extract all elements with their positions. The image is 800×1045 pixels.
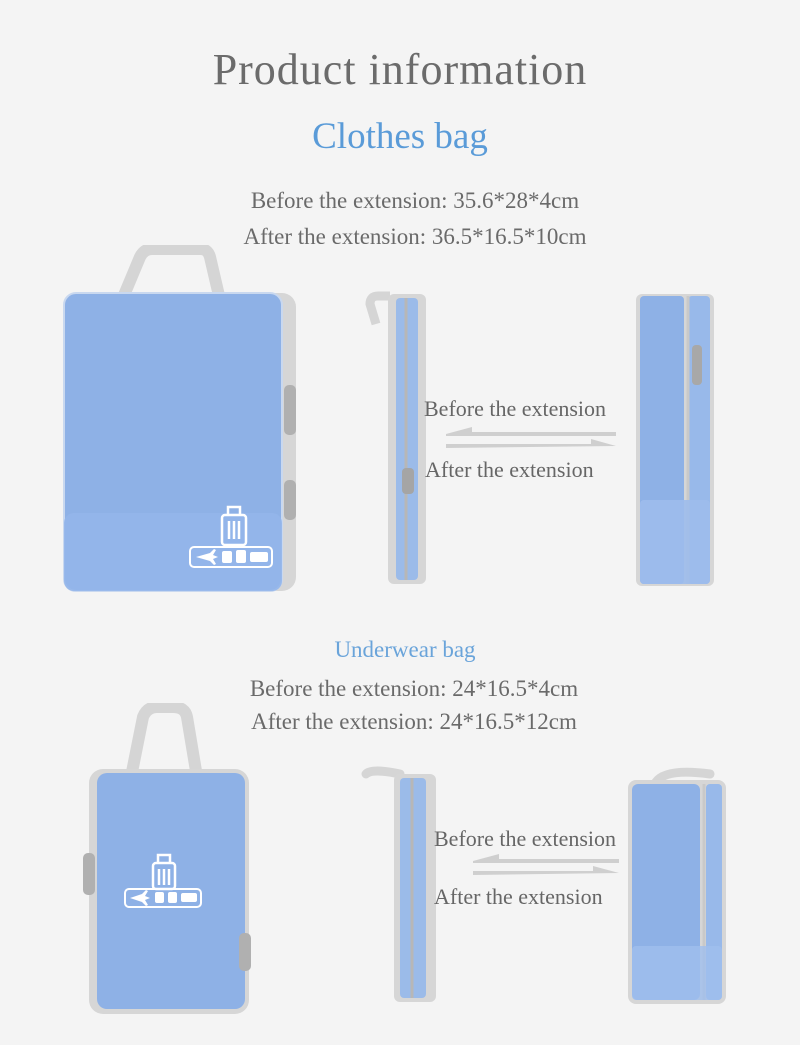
underwear-label-after: After the extension bbox=[434, 884, 603, 909]
underwear-bag-expanded-side bbox=[626, 766, 730, 1006]
underwear-bag-before-size: Before the extension: 24*16.5*4cm bbox=[249, 676, 579, 701]
clothes-bag-title: Clothes bag bbox=[312, 116, 488, 157]
underwear-label-before: Before the extension bbox=[434, 826, 617, 851]
clothes-bag-before-size: Before the extension: 35.6*28*4cm bbox=[250, 188, 580, 213]
underwear-bag-compressed-side bbox=[360, 764, 440, 1004]
bus-icon bbox=[250, 552, 268, 562]
clothes-bag-front-image bbox=[60, 245, 310, 595]
clothes-label-after: After the extension bbox=[425, 457, 594, 482]
double-arrow-icon bbox=[444, 426, 619, 454]
double-arrow-icon bbox=[471, 853, 621, 883]
underwear-bag-front-image bbox=[75, 703, 265, 1018]
page-title: Product information bbox=[212, 45, 588, 94]
tram-icon bbox=[236, 550, 246, 563]
clothes-bag-expanded-side bbox=[632, 290, 722, 590]
underwear-bag-after-size: After the extension: 24*16.5*12cm bbox=[251, 709, 577, 734]
train-icon bbox=[155, 892, 164, 903]
clothes-bag-after-size: After the extension: 36.5*16.5*10cm bbox=[243, 224, 587, 249]
tram-icon bbox=[168, 892, 177, 903]
clothes-label-before: Before the extension bbox=[424, 396, 607, 421]
train-icon bbox=[222, 551, 232, 563]
clothes-bag-compressed-side bbox=[362, 288, 432, 588]
underwear-bag-title: Underwear bag bbox=[334, 637, 476, 662]
bus-icon bbox=[181, 893, 197, 902]
